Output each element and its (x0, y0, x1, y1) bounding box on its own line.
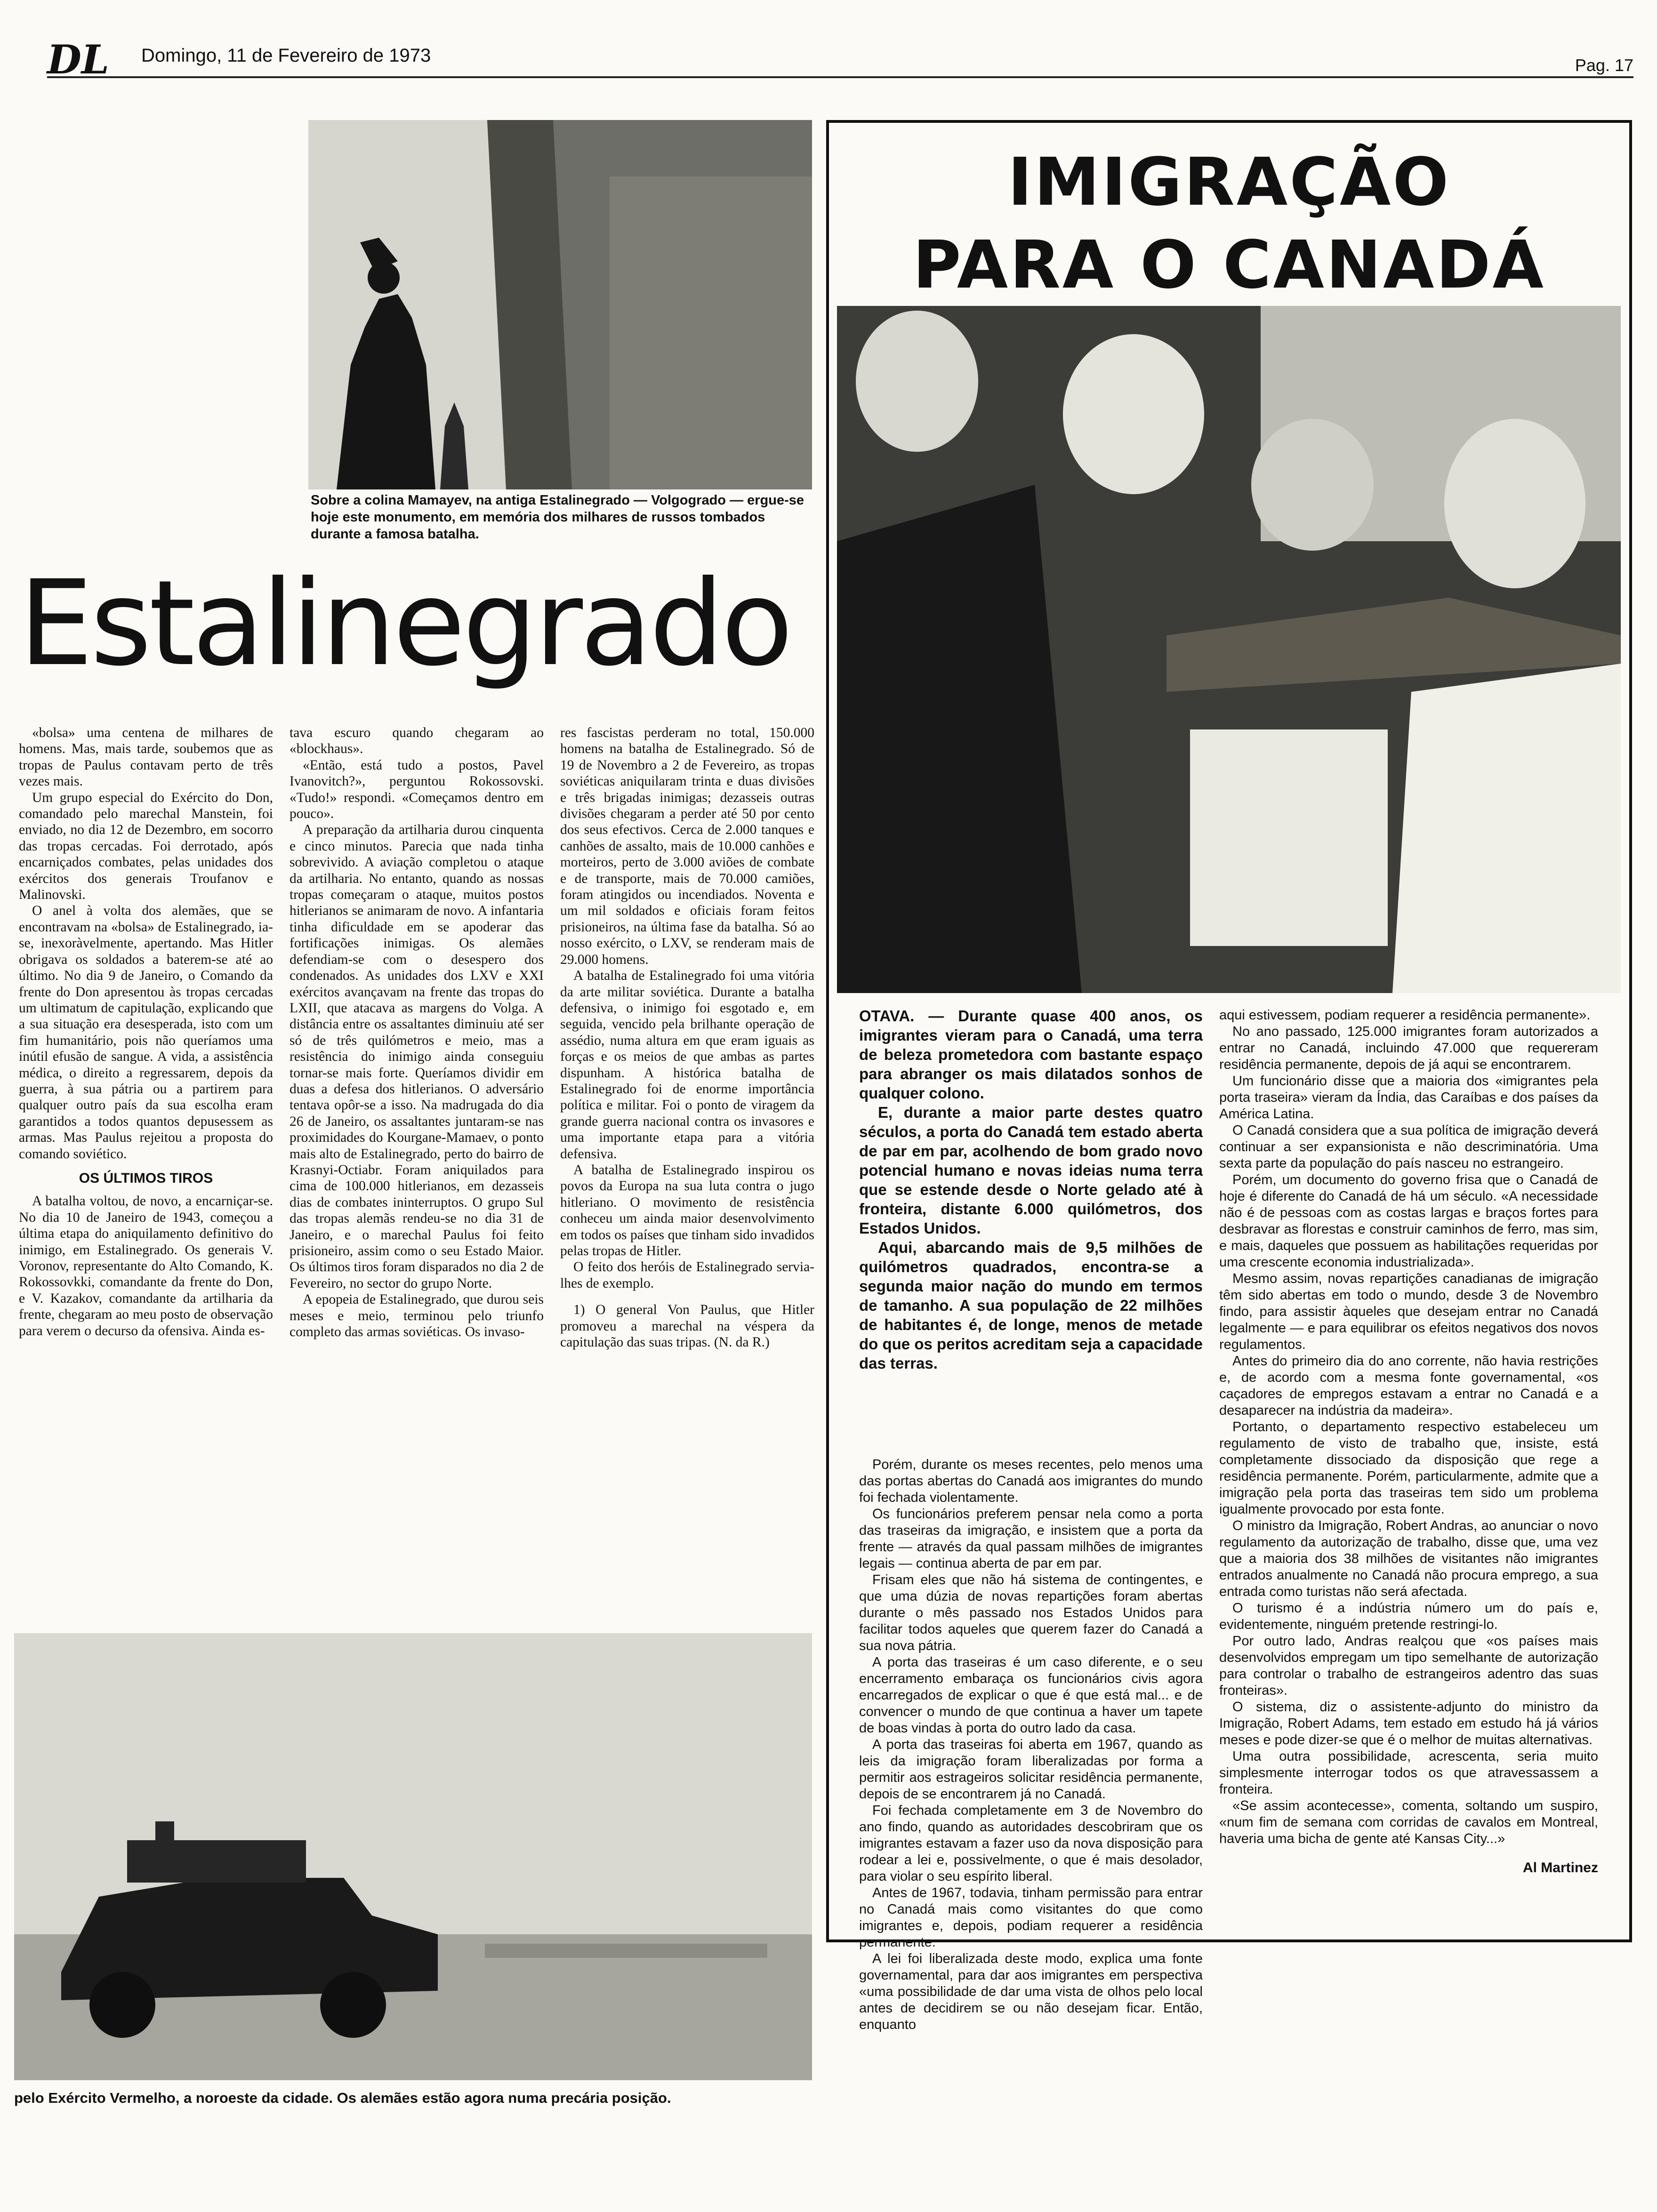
paragraph: Um funcionário disse que a maioria dos «imigrantes pela porta traseira» vieram da Índia, das Caraíbas e dos países da América Latina. (1219, 1074, 1598, 1122)
newspaper-logo: DL (47, 36, 109, 83)
vehicle-photo-caption: pelo Exército Vermelho, a noroeste da cidade. Os alemães estão agora numa precária posição. (14, 2090, 671, 2106)
paragraph: Por outro lado, Andras realçou que «os países mais desenvolvidos empregam um tipo semelhante de autorização para controlar o trabalho de estrangeiros adentro das suas fronteiras». (1219, 1634, 1598, 1698)
immigrants-photo (837, 306, 1621, 993)
monument-photo-caption: Sobre a colina Mamayev, na antiga Estalinegrado — Volgogrado — ergue-se hoje este monumento, em memória dos milhares de russos tombados durante a famosa batalha. (311, 493, 804, 542)
paragraph: A batalha de Estalinegrado inspirou os povos da Europa na sua luta contra o jugo hitleriano. O movimento de resistência conheceu um ainda maior desenvolvimento em todos os países que tinham sido invadidos pelas tropas de Hitler. (560, 1162, 814, 1258)
soviet-vehicle-photo (14, 1633, 812, 2080)
canada-headline (826, 141, 1632, 307)
canada-lead (859, 1006, 1203, 1373)
paragraph: Foi fechada completamente em 3 de Novembro do ano findo, quando as autoridades descobriram que os imigrantes estavam a fazer uso da nova disposição para rodear a lei e, possivelmente, o que é mais desolador, para violar o seu espírito liberal. (859, 1803, 1203, 1884)
paragraph: Porém, durante os meses recentes, pelo menos uma das portas abertas do Canadá aos imigrantes do mundo foi fechada violentamente. (859, 1457, 1203, 1505)
paragraph: Uma outra possibilidade, acrescenta, seria muito simplesmente interrogar todos os que atravessassem a fronteira. (1219, 1749, 1598, 1797)
paragraph: «Se assim acontecesse», comenta, soltando um suspiro, «num fim de semana com corridas de cavalos em Montreal, haveria uma bicha de gente até Kansas City...» (1219, 1798, 1598, 1846)
paragraph: No ano passado, 125.000 imigrantes foram autorizados a entrar no Canadá, incluindo 47.000 que requereram residência permanente, depois de já aqui se encontrarem. (1219, 1024, 1598, 1072)
stalingrad-column-3 (560, 725, 814, 1350)
lead-paragraph: OTAVA. — Durante quase 400 anos, os imigrantes vieram para o Canadá, uma terra de beleza prometedora com bastante espaço para abranger os mais dilatados sonhos de qualquer colono. (859, 1007, 1203, 1102)
monument-photo (308, 120, 812, 489)
paragraph: O sistema, diz o assistente-adjunto do ministro da Imigração, Robert Adams, tem estado em estudo há já vários meses e pode dizer-se que é o melhor de muitas alternativas. (1219, 1699, 1598, 1747)
footnote: 1) O general Von Paulus, que Hitler promoveu a marechal na véspera da capitulação das suas tripas. (N. da R.) (560, 1302, 814, 1350)
stalingrad-headline: Estalinegrado (19, 555, 790, 692)
page-number: Pag. 17 (1575, 56, 1633, 75)
paragraph: Porém, um documento do governo frisa que o Canadá de hoje é diferente do Canadá de há um século. «A necessidade não é de pessoas com as costas largas e braços fortes para desbravar as florestas e construir caminhos de ferro, mas sim, e mais, daqueles que possuem as habilitações requeridas por uma crescente economia industrializada». (1219, 1172, 1598, 1270)
canada-column-right (1219, 1007, 1598, 1876)
subheading: OS ÚLTIMOS TIROS (79, 1170, 213, 1186)
paragraph: A porta das traseiras é um caso diferente, e o seu encerramento embaraça os funcionários civis agora encarregados de explicar o que é que está mal... e de convencer o mundo de que continua a haver um tapete de boas vindas à porta do outro lado da casa. (859, 1655, 1203, 1736)
paragraph: tava escuro quando chegaram ao «blockhaus». (290, 725, 544, 757)
paragraph: O anel à volta dos alemães, que se encontravam na «bolsa» de Estalinegrado, ia-se, inexoràvelmente, apertando. Mas Hitler obrigava os soldados a baterem-se até ao último. No dia 9 de Janeiro, o Comando da frente do Don apresentou às tropas cercadas um ultimatum de capitulação, explicando que a sua situação era desesperada, isto com um fim humanitário, pois não queríamos uma inútil efusão de sangue. A vida, a assistência médica, o direito a regressarem, depois da guerra, à sua pátria ou a partirem para qualquer outro país da sua escolha eram garantidos a todos quantos depusessem as armas. Mas Paulus rejeitou a proposta do comando soviético. (19, 903, 273, 1162)
paragraph: O feito dos heróis de Estalinegrado servia-lhes de exemplo. (560, 1259, 814, 1291)
paragraph: res fascistas perderam no total, 150.000 homens na batalha de Estalinegrado. Só de 19 de Novembro a 2 de Fevereiro, as tropas soviéticas aniquilaram trinta e duas divisões e três brigadas inimigas; dezasseis outras divisões chegaram a perder até 50 por cento dos seus efectivos. Cerca de 2.000 tanques e canhões de assalto, mais de 10.000 canhões e morteiros, perto de 3.000 aviões de combate e de transporte, mais de 70.000 camiões, foram atingidos ou incendiados. Noventa e um mil soldados e oficiais foram feitos prisioneiros, na última fase da batalha. Só ao nosso exército, o LXV, se renderam mais de 29.000 homens. (560, 725, 814, 967)
author-signature: Al Martinez (1522, 1860, 1598, 1875)
lead-paragraph: E, durante a maior parte destes quatro séculos, a porta do Canadá tem estado aberta de par em par, acolhendo de bom grado novo potencial humano e novas ideias numa terra que se estende desde o Norte gelado até à fronteira, distante 6.000 quilómetros, dos Estados Unidos. (859, 1104, 1203, 1237)
canada-headline-line-1: IMIGRAÇÃO (1007, 144, 1451, 221)
paragraph: Frisam eles que não há sistema de contingentes, e que uma dúzia de novas repartições foram abertas durante o mês passado nos Estados Unidos para facilitar todos aqueles que querem fazer do Canadá a sua nova pátria. (859, 1572, 1203, 1653)
paragraph: Antes de 1967, todavia, tinham permissão para entrar no Canadá mais como visitantes do que como imigrantes e, depois, podiam requerer a residência permanente. (859, 1885, 1203, 1950)
canada-column-left (859, 1457, 1203, 2033)
paragraph: A epopeia de Estalinegrado, que durou seis meses e meio, terminou pelo triunfo completo das armas soviéticas. Os invaso- (290, 1292, 544, 1340)
paragraph: O turismo é a indústria número um do país e, evidentemente, ninguém pretende restringi-lo. (1219, 1601, 1598, 1632)
paragraph: O Canadá considera que a sua política de imigração deverá continuar a ser expansionista e não descriminatória. Uma sexta parte da população do país nasceu no estrangeiro. (1219, 1123, 1598, 1171)
stalingrad-column-1 (19, 725, 273, 1339)
paragraph: Os funcionários preferem pensar nela como a porta das traseiras da imigração, e insistem que a porta da frente — através da qual passam milhões de imigrantes legais — continua aberta de par em par. (859, 1507, 1203, 1571)
paragraph: A lei foi liberalizada deste modo, explica uma fonte governamental, para dar aos imigrantes em perspectiva «uma possibilidade de dar uma vista de olhos pelo local antes de decidirem se ou não desejam ficar. Então, enquanto (859, 1951, 1203, 2032)
issue-date: Domingo, 11 de Fevereiro de 1973 (141, 45, 431, 66)
paragraph: O ministro da Imigração, Robert Andras, ao anunciar o novo regulamento da autorização de trabalho, disse que, uma vez que a maioria dos 38 milhões de visitantes não imigrantes entrados anualmente no Canadá não procura emprego, a sua entrada como turistas não será afectada. (1219, 1518, 1598, 1599)
paragraph: aqui estivessem, podiam requerer a residência permanente». (1219, 1008, 1591, 1023)
paragraph: «bolsa» uma centena de milhares de homens. Mas, mais tarde, soubemos que as tropas de Paulus contavam perto de três vezes mais. (19, 725, 273, 789)
paragraph: A batalha de Estalinegrado foi uma vitória da arte militar soviética. Durante a batalha defensiva, o inimigo foi esgotado e, em seguida, vencido pela brilhante operação de assédio, numa altura em que eram iguais as forças e os meios de que ambas as partes dispunham. A histórica batalha de Estalinegrado foi de enorme importância política e militar. Foi o ponto de viragem da grande guerra nacional contra os invasores e uma importante etapa para a vitória defensiva. (560, 968, 814, 1162)
paragraph: A porta das traseiras foi aberta em 1967, quando as leis da imigração foram liberalizadas por forma a permitir aos estrageiros solicitar residência permanente, depois de se encontrarem já no Canadá. (859, 1737, 1203, 1802)
paragraph: Mesmo assim, novas repartições canadianas de imigração têm sido abertas em todo o mundo, desde 3 de Novembro findo, para assistir àqueles que desejam entrar no Canadá legalmente — e para equilibrar os efeitos negativos dos novos regulamentos. (1219, 1271, 1598, 1352)
paragraph: A preparação da artilharia durou cinquenta e cinco minutos. Parecia que nada tinha sobrevivido. A aviação completou o ataque da artilharia. No entanto, quando as nossas tropas começaram o ataque, muitos postos hitlerianos se animaram de novo. A infantaria tinha dificuldade em se apoderar das fortificações inimigas. Os alemães defendiam-se com o desespero dos condenados. As unidades dos LXV e XXI exércitos avançavam na frente das tropas do LXII, que atacava as margens do Volga. A distância entre os assaltantes diminuiu até ser só de três quilómetros e meio, mas a resistência do inimigo ainda conseguiu tornar-se mais forte. Queríamos dividir em duas a defesa dos hitlerianos. O adversário tentava opôr-se a isso. Na madrugada do dia 26 de Janeiro, os assaltantes juntaram-se nas proximidades do Kourgane-Mamaev, o ponto mais alto de Estalinegrado, perto do bairro de Krasnyi-Octiabr. Foram aniquilados para cima de 100.000 hitlerianos, em dezasseis dias de combates ininterruptos. O grupo Sul das tropas alemãs rendeu-se no dia 31 de Janeiro, e o marechal Paulus foi feito prisioneiro, assim como o seu Estado Maior. Os últimos tiros foram disparados no dia 2 de Fevereiro, no sector do grupo Norte. (290, 822, 544, 1291)
canada-headline-line-2: PARA O CANADÁ (913, 227, 1545, 304)
stalingrad-column-2 (290, 725, 544, 1340)
paragraph: A batalha voltou, de novo, a encarniçar-se. No dia 10 de Janeiro de 1943, começou a última etapa do aniquilamento definitivo do inimigo, em Estalinegrado. Os generais V. Voronov, representante do Alto Comando, K. Rokossovkki, comandante da frente do Don, e V. Kazakov, comandante da artilharia da frente, chegaram ao meu posto de observação para verem o decurso da ofensiva. Ainda es- (19, 1194, 273, 1338)
lead-paragraph: Aqui, abarcando mais de 9,5 milhões de quilómetros quadrados, encontra-se a segunda maior nação do mundo em termos de tamanho. A sua população de 22 milhões de habitantes é, de longe, menos de metade do que os peritos acreditam seja a capacidade das terras. (859, 1239, 1203, 1372)
masthead (47, 36, 1633, 83)
paragraph: Um grupo especial do Exército do Don, comandado pelo marechal Manstein, foi enviado, no dia 12 de Dezembro, em socorro das tropas cercadas. Foi derrotado, após encarniçados combates, pelas unidades dos exércitos dos generais Troufanov e Malinovski. (19, 790, 273, 903)
paragraph: Antes do primeiro dia do ano corrente, não havia restrições e, de acordo com a mesma fonte governamental, «os caçadores de empregos estavam a entrar no Canadá e a desaparecer na indústria da madeira». (1219, 1354, 1598, 1418)
paragraph: «Então, está tudo a postos, Pavel Ivanovitch?», perguntou Rokossovski. «Tudo!» respondi. «Começamos dentro em pouco». (290, 757, 544, 822)
paragraph: Portanto, o departamento respectivo estabeleceu um regulamento de visto de trabalho que, insiste, está completamente dissociado da disposição que rege a residência permanente. Porém, particularmente, admite que a imigração pela porta das traseiras tem sido um problema igualmente provocado por esta fonte. (1219, 1419, 1598, 1517)
